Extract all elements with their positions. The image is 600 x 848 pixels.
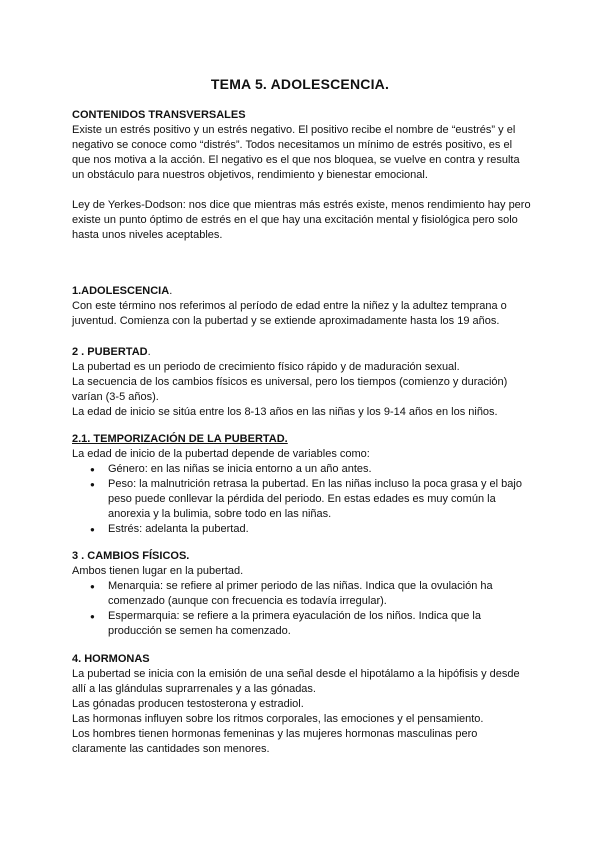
paragraph: Los hombres tienen hormonas femeninas y las mujeres hormonas masculinas pero claramente las cantidades son menores.	[72, 728, 478, 755]
list-item: ● Estrés: adelanta la pubertad.	[108, 522, 532, 537]
paragraph: La pubertad es un periodo de crecimiento físico rápido y de maduración sexual.	[72, 361, 460, 373]
section-cambios-fisicos	[72, 549, 532, 639]
list-item: ● Peso: la malnutrición retrasa la pubertad. En las niñas incluso la poca grasa y el bajo peso puede conllevar la pérdida del periodo. En estas edades es muy común la anorexia y la bulimia, sobre todo en las niñas.	[108, 477, 532, 522]
section-heading: 1.ADOLESCENCIA	[72, 285, 170, 297]
paragraph: La edad de inicio se sitúa entre los 8-13 años en las niñas y los 9-14 años en los niños.	[72, 406, 498, 418]
paragraph: La pubertad se inicia con la emisión de una señal desde el hipotálamo a la hipófisis y desde allí a las glándulas suprarrenales y a las gónadas.	[72, 668, 520, 695]
page-title: TEMA 5. ADOLESCENCIA.	[210, 76, 390, 92]
section-adolescencia	[72, 284, 532, 329]
section-heading: 2.1. TEMPORIZACIÓN DE LA PUBERTAD.	[72, 433, 288, 445]
section-temporizacion-pubertad	[72, 432, 532, 537]
paragraph: La secuencia de los cambios físicos es universal, pero los tiempos (comienzo y duración) varían (3-5 años).	[72, 376, 508, 403]
section-heading: 3 . CAMBIOS FÍSICOS.	[72, 550, 190, 562]
heading-punctuation: .	[169, 285, 173, 297]
section-pubertad	[72, 345, 532, 420]
section-heading-line	[72, 284, 532, 299]
section-heading: 2 . PUBERTAD	[72, 346, 148, 358]
paragraph: Las gónadas producen testosterona y estradiol.	[72, 698, 304, 710]
section-heading-line	[72, 345, 532, 360]
bullet-list	[72, 462, 532, 537]
heading-punctuation: .	[147, 346, 151, 358]
paragraph: Existe un estrés positivo y un estrés negativo. El positivo recibe el nombre de “eustrés” y el negativo se conoce como “distrés”. Todos necesitamos un mínimo de estrés positivo, es el que nos motiva a la acción. El negativo es el que nos bloquea, se vuelve en contra y resulta un obstáculo para nuestros objetivos, rendimiento y bienestar emocional.	[72, 124, 520, 181]
section-heading: 4. HORMONAS	[72, 653, 150, 665]
paragraph: Las hormonas influyen sobre los ritmos corporales, las emociones y el pensamiento.	[72, 713, 484, 725]
list-item: ● Género: en las niñas se inicia entorno a un año antes.	[108, 462, 532, 477]
paragraph: Con este término nos referimos al período de edad entre la niñez y la adultez temprana o juventud. Comienza con la pubertad y se extiende aproximadamente hasta los 19 años.	[72, 300, 507, 327]
paragraph: Ley de Yerkes-Dodson: nos dice que mientras más estrés existe, menos rendimiento hay pero existe un punto óptimo de estrés en el que hay una excitación mental y fisiológica pero solo hasta unos niveles aceptables.	[72, 199, 531, 241]
paragraph: La edad de inicio de la pubertad depende de variables como:	[72, 448, 370, 460]
list-item: ● Espermarquia: se refiere a la primera eyaculación de los niños. Indica que la producción se semen ha comenzado.	[108, 609, 532, 639]
paragraph: Ambos tienen lugar en la pubertad.	[72, 565, 244, 577]
section-heading: CONTENIDOS TRANSVERSALES	[72, 109, 246, 121]
section-contenidos-transversales	[72, 108, 532, 243]
section-hormonas	[72, 652, 532, 757]
bullet-list	[72, 579, 532, 639]
list-item: ● Menarquia: se refiere al primer periodo de las niñas. Indica que la ovulación ha comenzado (aunque con frecuencia es todavía irregular).	[108, 579, 532, 609]
